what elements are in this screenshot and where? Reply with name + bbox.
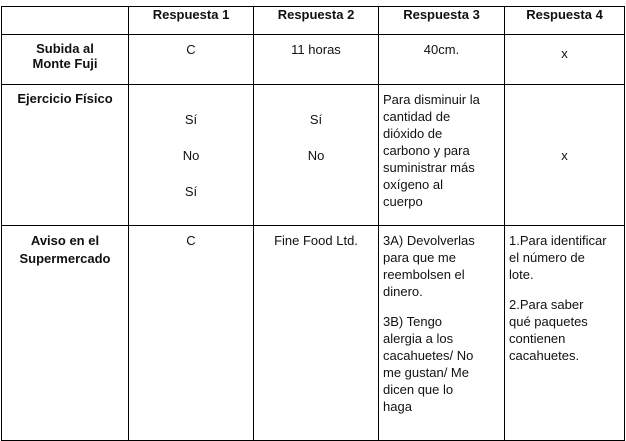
header-respuesta-1: Respuesta 1 (129, 7, 254, 35)
answer-line: Sí (184, 112, 198, 127)
text-line: cantidad de (383, 109, 451, 124)
row-label-line: Supermercado (19, 251, 111, 266)
text-line: 2.Para saber (509, 297, 584, 312)
text-line: lote. (509, 267, 534, 282)
cell-ejercicio-r1 (129, 85, 254, 226)
answer-3b (383, 313, 500, 415)
row-label-ejercicio (2, 85, 129, 226)
text-line: suministrar más (383, 160, 475, 175)
row-label-supermercado (2, 226, 129, 441)
row-label-line: Aviso en el (30, 233, 100, 248)
header-respuesta-3: Respuesta 3 (379, 7, 505, 35)
cell-fuji-r4 (505, 35, 625, 85)
text-line: qué paquetes (509, 314, 588, 329)
text-line: 1.Para identificar (509, 233, 607, 248)
text-line: oxígeno al (383, 177, 443, 192)
text-line: 3A) Devolverlas (383, 233, 475, 248)
answer-line: No (307, 148, 325, 163)
header-empty-cell (2, 7, 129, 35)
text-line: Para disminuir la (383, 92, 480, 107)
header-respuesta-4: Respuesta 4 (505, 7, 625, 35)
row-label-line: Subida al (36, 41, 94, 56)
text-line: haga (383, 399, 412, 414)
text-line: cacahuetes/ No (383, 348, 474, 363)
text-line: el número de (509, 250, 585, 265)
text-line: dicen que lo (383, 382, 454, 397)
cell-super-r3 (379, 226, 505, 441)
cell-fuji-r1: C (129, 35, 254, 85)
text-line: contienen (509, 331, 566, 346)
row-ejercicio (2, 85, 625, 226)
text-line: dinero. (383, 284, 423, 299)
row-label-line: Monte Fuji (32, 56, 98, 71)
header-respuesta-2: Respuesta 2 (254, 7, 379, 35)
text-line: carbono y para (383, 143, 470, 158)
text-line: me gustan/ Me (383, 365, 469, 380)
cell-super-r1: C (129, 226, 254, 441)
text-line: reembolsen el (383, 267, 465, 282)
text-line: 3B) Tengo (383, 314, 443, 329)
answer-line: Sí (184, 184, 198, 199)
cross-mark: x (561, 46, 568, 61)
row-supermercado (2, 226, 625, 441)
answer-3a (383, 232, 500, 300)
row-label-monte-fuji (2, 35, 129, 85)
text-line: cacahuetes. (509, 348, 580, 363)
row-label-line: Ejercicio Físico (17, 91, 113, 106)
answers-table (1, 6, 625, 441)
text-line: cuerpo (383, 194, 423, 209)
cell-ejercicio-r3 (379, 85, 505, 226)
answer-4-2 (509, 296, 620, 364)
text-line: alergia a los (383, 331, 454, 346)
answer-line: No (182, 148, 200, 163)
cross-mark: x (561, 147, 568, 163)
text-line: para que me (383, 250, 456, 265)
row-monte-fuji (2, 35, 625, 85)
cell-super-r2: Fine Food Ltd. (254, 226, 379, 441)
cell-super-r4 (505, 226, 625, 441)
text-line: dióxido de (383, 126, 443, 141)
answer-line: Sí (309, 112, 323, 127)
cell-ejercicio-r4 (505, 85, 625, 226)
cell-fuji-r3: 40cm. (379, 35, 505, 85)
answer-4-1 (509, 232, 620, 283)
cell-ejercicio-r2 (254, 85, 379, 226)
header-row (2, 7, 625, 35)
cell-fuji-r2: 11 horas (254, 35, 379, 85)
